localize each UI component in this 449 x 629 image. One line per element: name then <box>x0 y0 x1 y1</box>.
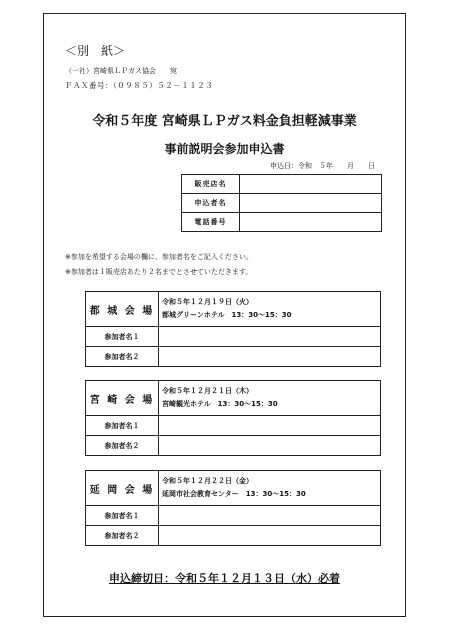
venue-table-nobeoka <box>85 470 381 546</box>
table-row <box>182 213 382 232</box>
venue-date: 令和５年１２月１９日（火） <box>162 298 253 306</box>
applicant-name-label: 申込者名 <box>182 194 240 213</box>
participant-1-field[interactable] <box>159 327 381 347</box>
note-participant-limit: ※参加者は１販売店あたり２名までとさせていただきます。 <box>65 268 253 276</box>
participant-1-label: 参加者名１ <box>86 327 159 347</box>
table-row <box>86 506 381 526</box>
venue-name: 延 岡 会 場 <box>86 471 159 506</box>
venue-date: 令和５年１２月２１日（木） <box>162 387 253 395</box>
phone-number-field[interactable] <box>240 213 382 232</box>
applicant-info-table <box>181 174 382 232</box>
shop-name-field[interactable] <box>240 175 382 194</box>
shop-name-label: 販売店名 <box>182 175 240 194</box>
venue-details <box>159 381 381 416</box>
venue-date: 令和５年１２月２２日（金） <box>162 477 253 485</box>
table-row <box>86 347 381 367</box>
application-date: 申込日：令和 ５年 月 日 <box>270 162 375 170</box>
participant-2-field[interactable] <box>159 347 381 367</box>
table-row <box>86 526 381 546</box>
note-venue: ※参加を希望する会場の欄に、参加者名をご記入ください。 <box>65 253 253 261</box>
participant-2-label: 参加者名２ <box>86 526 159 546</box>
participant-2-field[interactable] <box>159 436 381 456</box>
table-row <box>182 194 382 213</box>
venue-table-miyakonojo <box>85 291 381 367</box>
document-title: 令和５年度 宮崎県ＬＰガス料金負担軽減事業 <box>92 114 357 129</box>
venue-place: 都城グリーンホテル 13：30～15：30 <box>162 311 292 319</box>
table-row <box>86 327 381 347</box>
applicant-name-field[interactable] <box>240 194 382 213</box>
fax-number: ＦＡＸ番号：（０９８５）５２－１１２３ <box>65 81 214 90</box>
venue-details <box>159 292 381 327</box>
venue-table-miyazaki <box>85 380 381 456</box>
participant-1-label: 参加者名１ <box>86 416 159 436</box>
participant-1-label: 参加者名１ <box>86 506 159 526</box>
participant-1-field[interactable] <box>159 506 381 526</box>
addressee: （一社）宮崎県ＬＰガス協会 宛 <box>65 67 177 75</box>
participant-2-field[interactable] <box>159 526 381 546</box>
attachment-label: ＜別 紙＞ <box>65 44 126 58</box>
table-row <box>86 416 381 436</box>
venue-name: 宮 崎 会 場 <box>86 381 159 416</box>
document-subtitle: 事前説明会参加申込書 <box>164 142 285 156</box>
participant-2-label: 参加者名２ <box>86 436 159 456</box>
table-row <box>86 436 381 456</box>
table-row <box>86 292 381 327</box>
application-deadline: 申込締切日：令和５年１２月１３日（水）必着 <box>109 572 340 585</box>
table-row <box>86 381 381 416</box>
participant-2-label: 参加者名２ <box>86 347 159 367</box>
table-row <box>182 175 382 194</box>
venue-details <box>159 471 381 506</box>
venue-place: 宮崎観光ホテル 13：30～15：30 <box>162 400 278 408</box>
venue-name: 都 城 会 場 <box>86 292 159 327</box>
table-row <box>86 471 381 506</box>
participant-1-field[interactable] <box>159 416 381 436</box>
phone-number-label: 電話番号 <box>182 213 240 232</box>
venue-place: 延岡市社会教育センター 13：30～15：30 <box>162 490 306 498</box>
